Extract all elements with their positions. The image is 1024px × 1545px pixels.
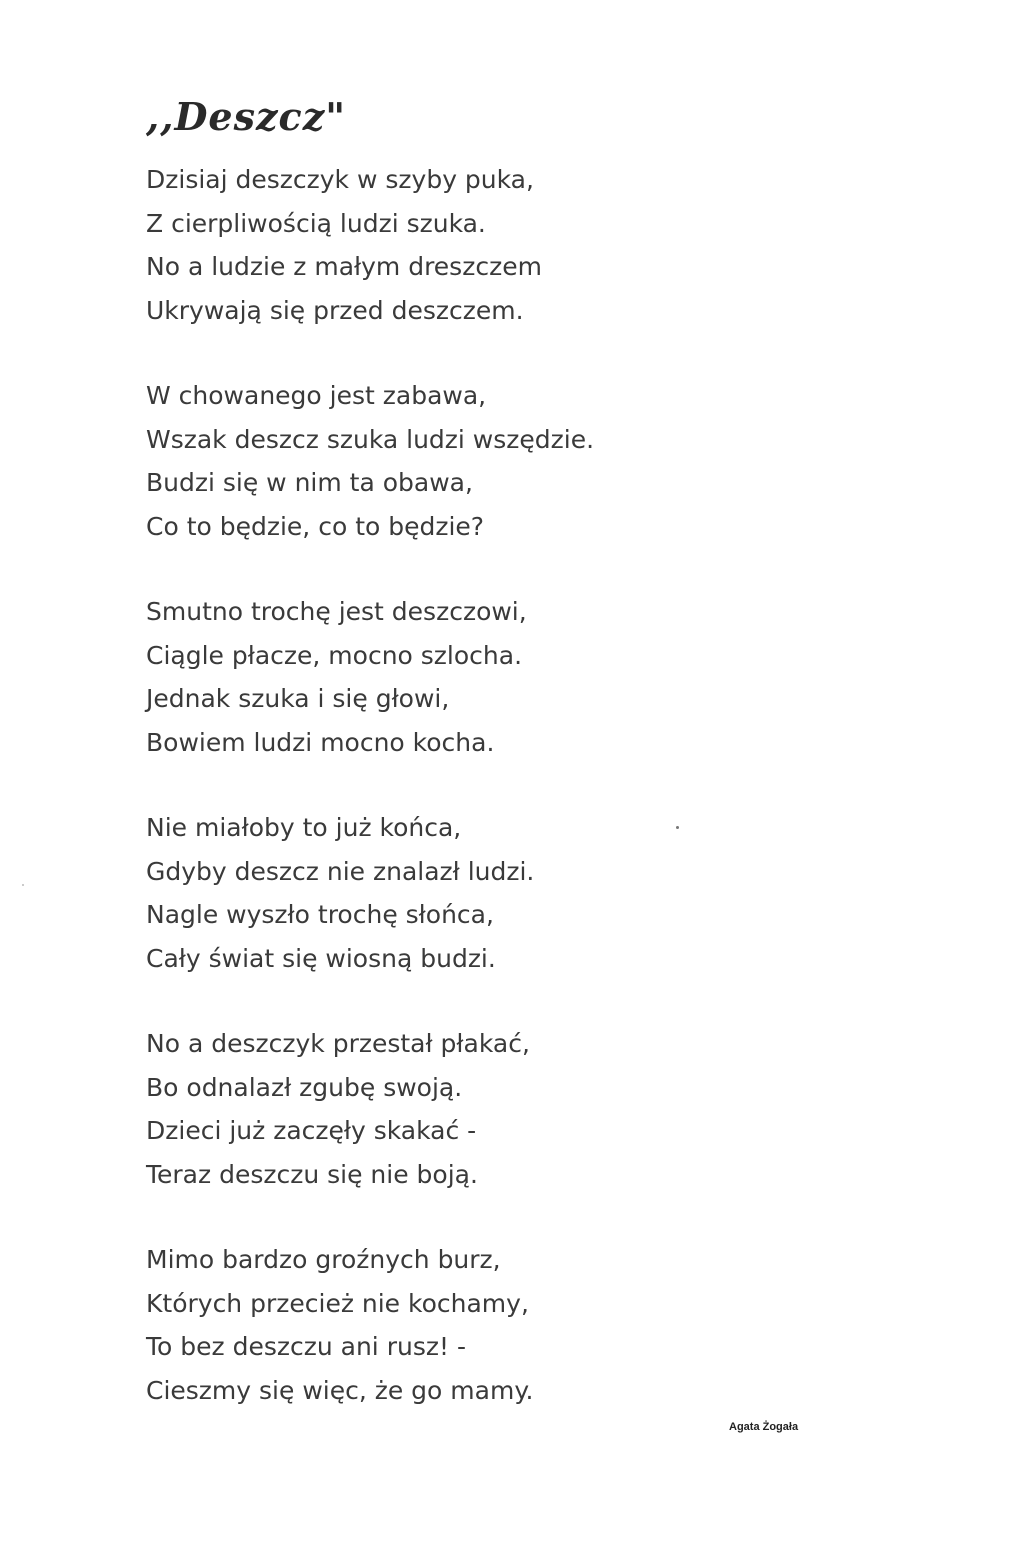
poem-line: Teraz deszczu się nie boją. <box>146 1159 478 1189</box>
poem-line: No a deszczyk przestał płakać, <box>146 1029 530 1058</box>
poem-line: Co to będzie, co to będzie? <box>146 511 485 541</box>
poem-line: Budzi się w nim ta obawa, <box>146 468 473 497</box>
poem-line: Wszak deszcz szuka ludzi wszędzie. <box>146 424 595 454</box>
poem-line: Z cierpliwością ludzi szuka. <box>146 208 486 238</box>
poem-line: Smutno trochę jest deszczowi, <box>146 597 527 626</box>
stanza-2 <box>146 374 766 548</box>
poem-line: Ciągle płacze, mocno szlocha. <box>146 640 523 670</box>
poem-line: W chowanego jest zabawa, <box>146 381 487 410</box>
poem-title: ,,Deszcz" <box>146 94 347 139</box>
stanza-3 <box>146 590 766 764</box>
stanza-1 <box>146 158 766 332</box>
poem-line: Mimo bardzo groźnych burz, <box>146 1245 501 1274</box>
stanza-4 <box>146 806 766 980</box>
poem-line: No a ludzie z małym dreszczem <box>146 252 542 281</box>
poem-line: Dzieci już zaczęły skakać - <box>146 1116 477 1145</box>
poem-line: To bez deszczu ani rusz! - <box>146 1332 466 1361</box>
scan-speck <box>676 826 679 829</box>
stanza-5 <box>146 1022 766 1196</box>
poem-line: Jednak szuka i się głowi, <box>146 684 450 713</box>
poem-line: Gdyby deszcz nie znalazł ludzi. <box>146 856 535 886</box>
poem-line: Cieszmy się więc, że go mamy. <box>146 1375 534 1405</box>
poem-line: Których przecież nie kochamy, <box>146 1288 529 1318</box>
poem-line: Ukrywają się przed deszczem. <box>146 295 524 325</box>
poem-line: Nie miałoby to już końca, <box>146 813 462 842</box>
poem-line: Bowiem ludzi mocno kocha. <box>146 727 495 757</box>
stanza-6 <box>146 1238 766 1412</box>
scan-speck <box>22 884 24 886</box>
author-signature: Agata Żogała <box>729 1421 799 1433</box>
poem-line: Bo odnalazł zgubę swoją. <box>146 1072 463 1102</box>
poem-body <box>146 158 766 1454</box>
poem-line: Cały świat się wiosną budzi. <box>146 943 496 973</box>
poem-line: Nagle wyszło trochę słońca, <box>146 900 494 929</box>
poem-line: Dzisiaj deszczyk w szyby puka, <box>146 165 534 194</box>
